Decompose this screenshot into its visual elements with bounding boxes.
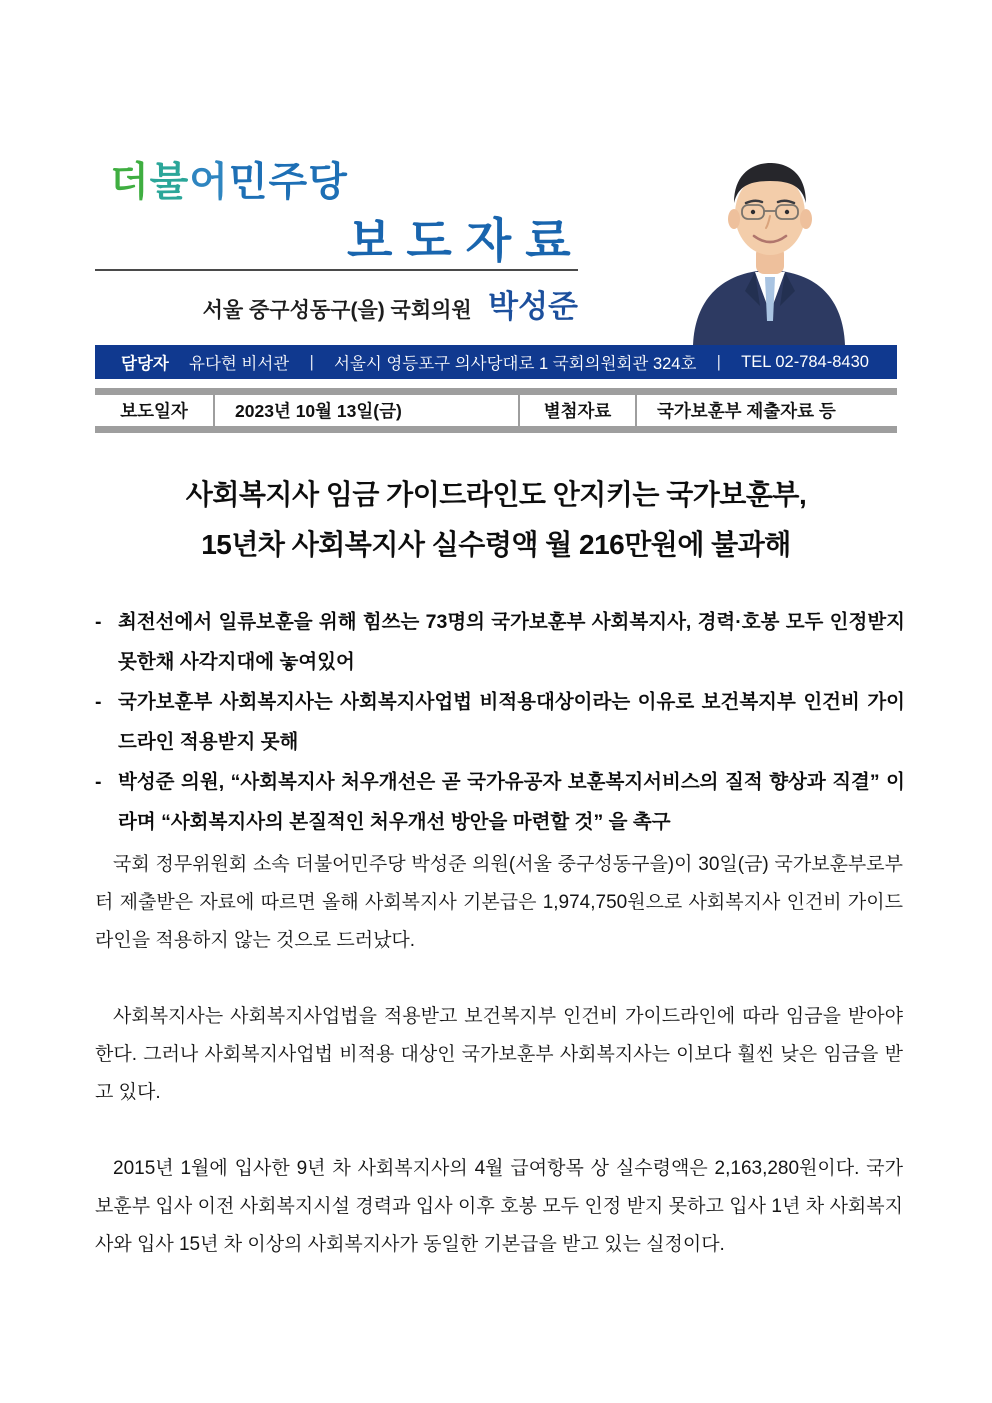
attachment-value: 국가보훈부 제출자료 등 (657, 401, 836, 421)
headline (95, 470, 897, 570)
contact-divider-2: | (716, 352, 721, 371)
header-divider-line (95, 269, 578, 271)
summary-bullets (95, 602, 905, 842)
body-paragraph-2: 사회복지사는 사회복지사업법을 적용받고 보건복지부 인건비 가이드라인에 따라 임금을 받아야 한다. 그러나 사회복지사업법 비적용 대상인 국가보훈부 사회복지사는 이보다 훨씬 낮은 임금을 받고 있다. (95, 1006, 903, 1103)
party-logo-char-1: 더 (110, 160, 150, 204)
party-logo-chars-4: 민주당 (228, 160, 348, 204)
bullet-text: 박성준 의원, “사회복지사 처우개선은 곧 국가유공자 보훈복지서비스의 질적 향상과 직결” 이라며 “사회복지사의 본질적인 처우개선 방안을 마련할 것” 을 촉구 (118, 771, 905, 833)
release-date-value: 2023년 10월 13일(금) (215, 395, 520, 426)
release-date-label: 보도일자 (95, 395, 215, 426)
release-info-table (95, 388, 897, 433)
headline-line-2: 15년차 사회복지사 실수령액 월 216만원에 불과해 (201, 529, 791, 560)
summary-bullet (95, 762, 905, 842)
district-label: 서울 중구성동구(을) 국회의원 (202, 299, 472, 322)
member-portrait-photo (648, 141, 891, 345)
body-paragraph-1: 국회 정무위원회 소속 더불어민주당 박성준 의원(서울 중구성동구을)이 30일(금) 국가보훈부로부터 제출받은 자료에 따르면 올해 사회복지사 기본급은 1,974,750원으로 사회복지사 인건비 가이드라인을 적용하지 않는 것으로 드러났다. (95, 854, 903, 951)
summary-bullet (95, 682, 905, 762)
press-release-title: 보도자료 (347, 214, 585, 267)
bullet-text: 최전선에서 일류보훈을 위해 힘쓰는 73명의 국가보훈부 사회복지사, 경력·호봉 모두 인정받지 못한채 사각지대에 놓여있어 (118, 611, 905, 673)
contact-bar (95, 345, 897, 379)
contact-telephone: TEL 02-784-8430 (741, 352, 869, 371)
attachment-label: 별첨자료 (520, 395, 637, 426)
party-logo-char-3: 어 (189, 160, 229, 204)
contact-divider-1: | (309, 352, 314, 371)
bullet-dash: - (95, 771, 102, 793)
summary-bullet (95, 602, 905, 682)
body-text (95, 846, 903, 1302)
portrait-illustration (648, 141, 891, 345)
member-name: 박성준 (488, 289, 578, 324)
member-subheader (95, 281, 578, 326)
contact-staff-name: 유다현 비서관 (189, 355, 290, 373)
contact-role-label: 담당자 (121, 355, 169, 373)
bullet-text: 국가보훈부 사회복지사는 사회복지사업법 비적용대상이라는 이유로 보건복지부 인건비 가이드라인 적용받지 못해 (118, 691, 905, 753)
party-logo-char-2: 불 (149, 160, 190, 204)
bullet-dash: - (95, 691, 102, 713)
contact-address: 서울시 영등포구 의사당대로 1 국회의원회관 324호 (333, 355, 697, 373)
headline-line-1: 사회복지사 임금 가이드라인도 안지키는 국가보훈부, (185, 479, 807, 510)
bullet-dash: - (95, 611, 102, 633)
body-paragraph-3: 2015년 1월에 입사한 9년 차 사회복지사의 4월 급여항목 상 실수령액은 2,163,280원이다. 국가보훈부 입사 이전 사회복지시설 경력과 입사 이후 호봉 모두 인정 받지 못하고 입사 1년 차 사회복지사와 입사 15년 차 이상의 사회복지사가 동일한 기본급을 받고 있는 실정이다. (95, 1158, 903, 1255)
party-logo (110, 150, 348, 207)
